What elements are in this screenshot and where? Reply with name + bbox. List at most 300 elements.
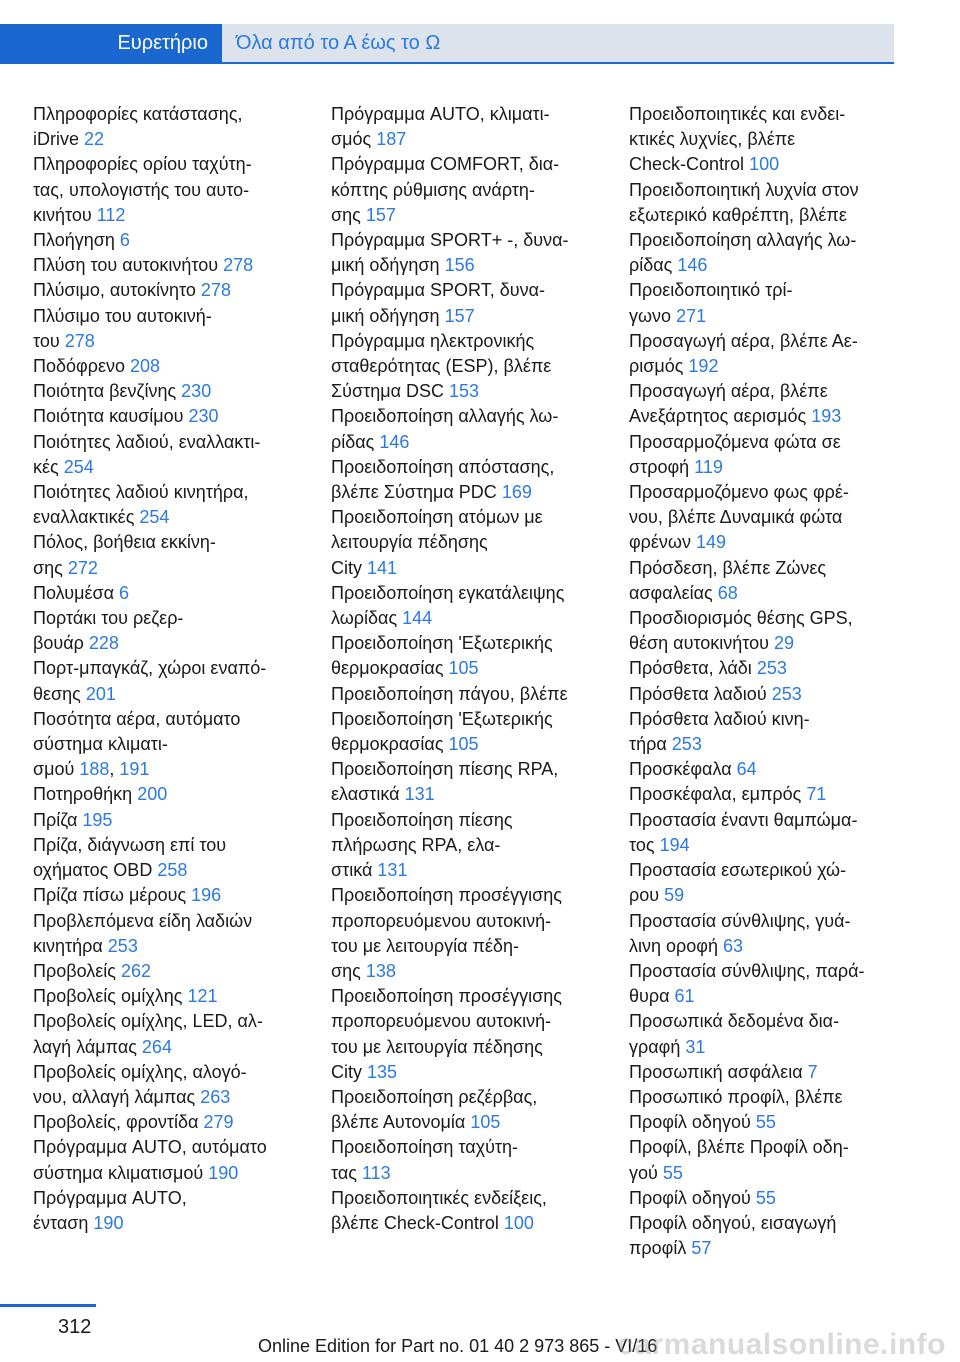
- index-entry: [629, 782, 911, 807]
- index-entry: [629, 808, 911, 858]
- index-entry-text: [629, 1110, 911, 1135]
- index-entry-text: [629, 934, 911, 959]
- index-entry-term: λαγή λάμπας: [33, 1036, 137, 1057]
- index-entry-term: λωρίδας: [331, 608, 398, 629]
- index-entry-text: κόπτης ρύθμισης ανάρτη-: [331, 179, 535, 200]
- index-entry-term: κινητήρα: [33, 935, 103, 956]
- page-reference-link[interactable]: 201: [85, 683, 116, 704]
- index-entry-text: [33, 1161, 315, 1186]
- index-entry-text: Πρόσδεση, βλέπε Ζώνες: [629, 557, 827, 578]
- index-entry: [331, 984, 613, 1085]
- index-entry: [331, 404, 613, 454]
- index-entry-text: [33, 1211, 315, 1236]
- page-reference-link[interactable]: 144: [402, 608, 433, 629]
- index-entry-text: [629, 304, 911, 329]
- page-reference-link[interactable]: 157: [444, 305, 475, 326]
- page-reference-link[interactable]: 208: [130, 356, 161, 377]
- index-entry-term: Προσκέφαλα: [629, 759, 732, 780]
- page-reference-link[interactable]: 262: [120, 960, 152, 981]
- page-reference-link[interactable]: 68: [717, 582, 738, 603]
- index-entry: [33, 1135, 315, 1185]
- index-entry-term: Προσκέφαλα, εμπρός: [629, 784, 802, 805]
- index-entry-term: Πλύση του αυτοκινήτου: [33, 255, 219, 276]
- index-entry-text: [331, 430, 613, 455]
- page-reference-link[interactable]: 153: [449, 381, 480, 402]
- page-reference-link[interactable]: 113: [361, 1162, 391, 1183]
- index-entry-term: θέση αυτοκινήτου: [629, 633, 769, 654]
- page-reference-link[interactable]: 7: [807, 1061, 818, 1082]
- index-entry-term: Προσωπική ασφάλεια: [629, 1061, 803, 1082]
- index-entry-term: σμός: [331, 129, 372, 150]
- index-entry-text: Προσωπικό προφίλ, βλέπε: [629, 1086, 843, 1107]
- index-entry-text: [33, 984, 315, 1009]
- index-entry-term: σμού: [33, 759, 75, 780]
- index-entry: [33, 1110, 315, 1135]
- index-entry-text: Προειδοποίηση πίεσης: [331, 809, 513, 830]
- index-entry-text: Προστασία σύνθλιψης, γυά-: [629, 910, 851, 931]
- index-entry: [629, 178, 911, 279]
- index-entry-text: Πρόγραμμα AUTO, αυτόματο: [33, 1137, 267, 1158]
- index-entry-text: [629, 782, 911, 807]
- index-entry-text: [33, 682, 315, 707]
- index-entry-term: σύστημα κλιματισμού: [33, 1162, 204, 1183]
- index-entry-text: [33, 808, 315, 833]
- page-reference-link[interactable]: 264: [141, 1036, 172, 1057]
- page-reference-link[interactable]: 263: [200, 1086, 231, 1107]
- index-entry-text: Προστασία σύνθλιψης, παρά-: [629, 960, 865, 981]
- index-entry-term: Προβολείς, φροντίδα: [33, 1112, 199, 1133]
- index-entry-text: του με λειτουργία πέδησης: [331, 1036, 543, 1057]
- index-entry-term: City: [331, 1061, 362, 1082]
- index-entry: [629, 278, 911, 328]
- index-entry-term: του: [33, 330, 60, 351]
- index-entry: [629, 1211, 911, 1261]
- page-reference-link[interactable]: 63: [722, 935, 744, 956]
- index-entry-text: [629, 656, 911, 681]
- index-entry-text: [33, 455, 315, 480]
- index-entry-text: Πρόγραμμα SPORT, δυνα-: [331, 280, 545, 301]
- page-reference-link[interactable]: 141: [367, 557, 398, 578]
- index-entry: [629, 656, 911, 681]
- index-entry: [33, 480, 315, 530]
- index-entry-text: Προφίλ οδηγού, εισαγωγή: [629, 1212, 837, 1233]
- index-entry-text: Πληροφορίες ορίου ταχύτη-: [33, 154, 252, 175]
- index-entry-text: [629, 732, 911, 757]
- index-entry-term: ρίδας: [331, 431, 375, 452]
- index-entry-text: [331, 959, 613, 984]
- index-entry-term: βλέπε Check-Control: [331, 1212, 499, 1233]
- index-column-2: [331, 102, 613, 1236]
- index-entry-text: [331, 606, 613, 631]
- index-entry-term: τήρα: [629, 734, 667, 755]
- index-entry-term: Ποιότητα βενζίνης: [33, 381, 177, 402]
- index-entry-text: Πρίζα, διάγνωση επί του: [33, 834, 227, 855]
- index-entry: [629, 858, 911, 908]
- index-entry-text: [629, 581, 911, 606]
- index-entry-term: Πρόσθετα, λάδι: [629, 658, 752, 679]
- index-entry: [629, 707, 911, 757]
- index-entry: [33, 354, 315, 379]
- page-reference-link[interactable]: 253: [756, 658, 787, 679]
- index-entry-term: βλέπε Αυτονομία: [331, 1112, 466, 1133]
- page-reference-link[interactable]: 131: [377, 860, 408, 881]
- index-entry: [331, 1085, 613, 1135]
- index-entry: [33, 152, 315, 228]
- index-entry-text: Προσαγωγή αέρα, βλέπε Αε-: [629, 330, 858, 351]
- index-entry-term: Προβολείς ομίχλης: [33, 986, 183, 1007]
- index-entry-text: [33, 329, 315, 354]
- index-entry: [33, 530, 315, 580]
- index-entry: [331, 152, 613, 228]
- index-entry-term: λινη οροφή: [629, 935, 718, 956]
- page-reference-link[interactable]: 192: [688, 356, 719, 377]
- page-reference-link[interactable]: 119: [694, 456, 723, 477]
- index-entry: [33, 959, 315, 984]
- page-reference-link[interactable]: 121: [187, 986, 218, 1007]
- index-entry-text: κτικές λυχνίες, βλέπε: [629, 129, 796, 150]
- page-reference-link[interactable]: 200: [137, 784, 168, 805]
- index-entry: [33, 1060, 315, 1110]
- page-reference-link[interactable]: 253: [771, 683, 802, 704]
- index-entry-text: [33, 581, 315, 606]
- page-reference-link[interactable]: 188: [79, 759, 110, 780]
- index-entry: [33, 707, 315, 783]
- watermark: carmanualsonline.info: [617, 1328, 946, 1361]
- index-entry-term: γού: [629, 1162, 658, 1183]
- index-entry: [629, 1060, 911, 1085]
- index-entry-text: Πρόγραμμα SPORT+ -, δυνα-: [331, 230, 569, 251]
- index-entry-text: Προσαρμοζόμενο φως φρέ-: [629, 482, 849, 503]
- index-entry-term: οχήματος OBD: [33, 860, 153, 881]
- edition-text: Online Edition for Part no. 01 40 2 973 865 - VI/16: [258, 1336, 658, 1356]
- page-reference-link[interactable]: 156: [444, 255, 475, 276]
- index-entry-text: Πρόγραμμα AUTO, κλιματι-: [331, 104, 550, 124]
- index-entry-term: Πολυμέσα: [33, 582, 114, 603]
- page-reference-link[interactable]: 131: [404, 784, 435, 805]
- page-reference-link[interactable]: 146: [677, 255, 708, 276]
- page-reference-link[interactable]: 258: [157, 860, 188, 881]
- index-entry: [331, 631, 613, 681]
- page-reference-link[interactable]: 149: [696, 532, 727, 553]
- index-entry: [629, 682, 911, 707]
- index-entry-text: [629, 530, 911, 555]
- index-entry-text: [331, 1161, 613, 1186]
- index-entry-text: εξωτερικό καθρέπτη, βλέπε: [629, 204, 847, 225]
- index-entry-text: Προστασία εσωτερικού χώ-: [629, 860, 847, 881]
- page-reference-link[interactable]: 195: [82, 809, 113, 830]
- index-entry-text: Προστασία έναντι θαμπώμα-: [629, 809, 858, 830]
- index-entry-text: [629, 631, 911, 656]
- index-entry-term: νου, αλλαγή λάμπας: [33, 1086, 196, 1107]
- page-reference-link[interactable]: 61: [674, 986, 695, 1007]
- index-entry-text: Προειδοποίηση ρεζέρβας,: [331, 1086, 538, 1107]
- index-entry-text: [33, 203, 315, 228]
- page-reference-link[interactable]: 100: [749, 154, 780, 175]
- index-entry-text: νου, βλέπε Δυναμικά φώτα: [629, 507, 843, 528]
- index-entry-text: Προβολείς ομίχλης, LED, αλ-: [33, 1011, 263, 1032]
- index-entry-text: τας, υπολογιστής του αυτο-: [33, 179, 250, 200]
- index-entry-text: [331, 480, 613, 505]
- index-entry: [33, 1009, 315, 1059]
- index-entry-text: Προειδοποίηση προσέγγισης: [331, 885, 562, 906]
- index-entry-term: Πρίζα: [33, 809, 78, 830]
- index-entry: [629, 430, 911, 480]
- index-entry-term: ελαστικά: [331, 784, 400, 805]
- page-reference-link[interactable]: 57: [691, 1238, 712, 1259]
- index-entry-text: Προσωπικά δεδομένα δια-: [629, 1011, 840, 1032]
- index-entry-text: [629, 253, 911, 278]
- index-entry-text: [331, 1211, 613, 1236]
- index-entry-text: Προειδοποίηση προσέγγισης: [331, 986, 562, 1007]
- page-reference-link[interactable]: 228: [88, 633, 119, 654]
- page-reference-link[interactable]: 105: [448, 658, 479, 679]
- index-entry-text: [33, 556, 315, 581]
- index-entry-text: σμού 188, 191: [33, 759, 150, 780]
- page-reference-link[interactable]: 64: [736, 759, 757, 780]
- index-entry-term: κινήτου: [33, 204, 92, 225]
- index-entry: [331, 1135, 613, 1185]
- page-reference-link[interactable]: 55: [755, 1112, 776, 1133]
- index-entry-term: φρένων: [629, 532, 691, 553]
- page-reference-link[interactable]: 6: [119, 230, 130, 251]
- page-reference-link[interactable]: 253: [671, 734, 702, 755]
- page-reference-link[interactable]: 278: [223, 255, 254, 276]
- index-entry-text: σταθερότητας (ESP), βλέπε: [331, 356, 552, 377]
- index-entry-text: [33, 858, 315, 883]
- index-entry-term: Σύστημα DSC: [331, 381, 444, 402]
- index-entry-text: Πόλος, βοήθεια εκκίνη-: [33, 532, 216, 553]
- index-entry-text: Προειδοποίηση ατόμων με: [331, 507, 543, 528]
- index-entry: [33, 833, 315, 883]
- page-reference-link[interactable]: 190: [93, 1212, 124, 1233]
- index-entry-text: [331, 1110, 613, 1135]
- index-entry: [33, 102, 315, 152]
- index-entry-term: City: [331, 557, 362, 578]
- index-entry-text: Προσαγωγή αέρα, βλέπε: [629, 381, 828, 402]
- index-entry: [629, 1135, 911, 1185]
- index-entry: [33, 228, 315, 253]
- page-reference-link[interactable]: 253: [107, 935, 138, 956]
- index-entry-text: [331, 379, 613, 404]
- index-entry-term: Ανεξάρτητος αερισμός: [629, 406, 807, 427]
- page-reference-link[interactable]: 194: [659, 834, 690, 855]
- index-entry-text: Προφίλ, βλέπε Προφίλ οδη-: [629, 1137, 849, 1158]
- index-entry: [629, 102, 911, 178]
- tab-index[interactable]: Ευρετήριο: [0, 24, 222, 62]
- index-entry: [629, 379, 911, 429]
- index-entry-text: Προειδοποιητική λυχνία στον: [629, 179, 859, 200]
- page-reference-link[interactable]: 112: [96, 204, 126, 225]
- index-entry-text: [629, 883, 911, 908]
- index-entry: [33, 984, 315, 1009]
- index-entry-term: στικά: [331, 860, 373, 881]
- index-entry-text: λειτουργία πέδησης: [331, 532, 488, 553]
- index-entry-text: [33, 934, 315, 959]
- index-entry-text: Προειδοποίηση αλλαγής λω-: [629, 230, 857, 251]
- index-entry-text: [33, 782, 315, 807]
- index-entry-text: Πορτ-μπαγκάζ, χώροι εναπό-: [33, 658, 267, 679]
- index-entry-term: Ποιότητα καυσίμου: [33, 406, 184, 427]
- index-entry-text: [331, 732, 613, 757]
- index-entry-term: μική οδήγηση: [331, 305, 440, 326]
- index-entry-text: [629, 1035, 911, 1060]
- index-entry: [33, 304, 315, 354]
- page-reference-link[interactable]: 279: [203, 1112, 234, 1133]
- page-reference-link[interactable]: 169: [501, 482, 532, 503]
- index-entry-text: Πληροφορίες κατάστασης,: [33, 104, 243, 124]
- index-entry-text: Προειδοποίηση απόστασης,: [331, 456, 555, 477]
- index-entry-term: ρίδας: [629, 255, 673, 276]
- page-reference-link[interactable]: 191: [119, 759, 150, 780]
- index-entry: [629, 606, 911, 656]
- index-entry-text: [33, 379, 315, 404]
- index-entry-text: Προειδοποίηση εγκατάλειψης: [331, 582, 565, 603]
- index-entry-term: ρου: [629, 885, 660, 906]
- index-entry-text: Προειδοποίηση 'Εξωτερικής: [331, 708, 553, 729]
- index-entry: [331, 505, 613, 581]
- page-reference-link[interactable]: 100: [503, 1212, 534, 1233]
- index-entry: [629, 1085, 911, 1135]
- page-reference-link[interactable]: 55: [662, 1162, 683, 1183]
- index-entry: [331, 808, 613, 884]
- index-entry-term: στροφή: [629, 456, 690, 477]
- index-entry-text: [629, 152, 911, 177]
- index-entry-text: Ποιότητες λαδιού, εναλλακτι-: [33, 431, 261, 452]
- index-entry-text: Πλύσιμο του αυτοκινή-: [33, 305, 212, 326]
- index-entry-term: iDrive: [33, 129, 80, 150]
- index-column-3: [629, 102, 911, 1261]
- index-entry: [331, 757, 613, 807]
- index-entry-term: μική οδήγηση: [331, 255, 440, 276]
- index-entry-text: [33, 883, 315, 908]
- index-entry: [629, 909, 911, 959]
- page-reference-link[interactable]: 254: [63, 456, 94, 477]
- index-entry-text: Πρόγραμμα ηλεκτρονικής: [331, 330, 535, 351]
- page-reference-link[interactable]: 157: [365, 204, 396, 225]
- index-entry-text: [33, 631, 315, 656]
- index-entry: [331, 455, 613, 505]
- index-entry: [33, 253, 315, 278]
- index-entry-text: Ποσότητα αέρα, αυτόματο: [33, 708, 241, 729]
- page-reference-link[interactable]: 230: [188, 406, 219, 427]
- index-entry: [33, 883, 315, 908]
- index-entry-term: Προβολείς: [33, 960, 116, 981]
- page-reference-link[interactable]: 196: [191, 885, 222, 906]
- page-reference-link[interactable]: 146: [379, 431, 410, 452]
- index-entry-text: [33, 959, 315, 984]
- index-entry-text: [629, 354, 911, 379]
- page-reference-link[interactable]: 59: [664, 885, 685, 906]
- index-entry-text: Προειδοποίηση πίεσης RPA,: [331, 759, 559, 780]
- index-entry: [331, 883, 613, 984]
- page-reference-link[interactable]: 193: [811, 406, 842, 427]
- index-entry-term: ρισμός: [629, 356, 684, 377]
- index-entry-term: Ποδόφρενο: [33, 356, 125, 377]
- index-entry-term: γωνο: [629, 305, 672, 326]
- index-column-1: [33, 102, 315, 1236]
- index-entry: [629, 1009, 911, 1059]
- index-entry-text: [33, 354, 315, 379]
- header-rule: [0, 62, 894, 64]
- page-reference-link[interactable]: 31: [685, 1036, 706, 1057]
- page-reference-link[interactable]: 135: [367, 1061, 398, 1082]
- index-entry: [331, 581, 613, 631]
- index-entry-text: [33, 253, 315, 278]
- index-entry-term: θυρα: [629, 986, 670, 1007]
- page-reference-link[interactable]: 55: [755, 1187, 776, 1208]
- page-reference-link[interactable]: 22: [84, 129, 105, 150]
- index-entry-term: προφίλ: [629, 1238, 687, 1259]
- index-entry: [629, 480, 911, 556]
- index-entry-text: [331, 858, 613, 883]
- page-reference-link[interactable]: 190: [208, 1162, 239, 1183]
- index-entry-text: [629, 1186, 911, 1211]
- index-entry-text: [33, 1085, 315, 1110]
- index-entry: [331, 1186, 613, 1236]
- page-reference-link[interactable]: 138: [365, 960, 396, 981]
- index-entry-text: [33, 127, 315, 152]
- page-reference-link[interactable]: 71: [806, 784, 827, 805]
- page-reference-link[interactable]: 278: [200, 280, 231, 301]
- index-entry-text: [33, 278, 315, 303]
- page-reference-link[interactable]: 187: [376, 129, 407, 150]
- index-entry-text: [331, 253, 613, 278]
- index-entry-text: [331, 127, 613, 152]
- index-entry-text: [331, 556, 613, 581]
- tab-a-to-z[interactable]: Όλα από το Α έως το Ω: [222, 24, 894, 62]
- page-reference-link[interactable]: 230: [181, 381, 212, 402]
- page-reference-link[interactable]: 254: [139, 507, 170, 528]
- index-entry-term: ασφαλείας: [629, 582, 713, 603]
- index-entry: [629, 959, 911, 1009]
- index-entry-text: [629, 984, 911, 1009]
- page-reference-link[interactable]: 271: [676, 305, 707, 326]
- footer-rule: [0, 1304, 96, 1307]
- index-entry-text: πλήρωσης RPA, ελα-: [331, 834, 501, 855]
- page-reference-link[interactable]: 6: [119, 582, 130, 603]
- index-entry-term: Πλύσιμο, αυτοκίνητο: [33, 280, 196, 301]
- page-reference-link[interactable]: 105: [470, 1112, 501, 1133]
- index-entry-text: Προειδοποιητικές ενδείξεις,: [331, 1187, 547, 1208]
- index-entry-term: Πρόσθετα λαδιού: [629, 683, 767, 704]
- index-entry-text: σύστημα κλιματι-: [33, 734, 168, 755]
- index-entry-term: θερμοκρασίας: [331, 658, 444, 679]
- index-entry-text: [629, 1060, 911, 1085]
- index-entry: [33, 656, 315, 706]
- page-reference-link[interactable]: 278: [64, 330, 95, 351]
- index-entry-text: Προσδιορισμός θέσης GPS,: [629, 608, 853, 629]
- index-entry: [33, 782, 315, 807]
- page-reference-link[interactable]: 29: [774, 633, 795, 654]
- index-entry-text: Προειδοποιητικό τρί-: [629, 280, 793, 301]
- index-entry-text: [33, 505, 315, 530]
- index-entry-term: θερμοκρασίας: [331, 734, 444, 755]
- index-entry-term: ένταση: [33, 1212, 89, 1233]
- page-reference-link[interactable]: 272: [67, 557, 98, 578]
- page-reference-link[interactable]: 105: [448, 734, 479, 755]
- index-entry-term: σης: [331, 204, 361, 225]
- index-entry: [331, 228, 613, 278]
- index-entry: [629, 1186, 911, 1211]
- index-entry-text: [33, 228, 315, 253]
- index-entry-text: [629, 757, 911, 782]
- index-entry-term: σης: [33, 557, 63, 578]
- index-entry-text: [629, 404, 911, 429]
- index-entry: [33, 379, 315, 404]
- index-entry-term: τας: [331, 1162, 357, 1183]
- index-entry: [331, 102, 613, 152]
- index-entry-term: Προφίλ οδηγού: [629, 1187, 751, 1208]
